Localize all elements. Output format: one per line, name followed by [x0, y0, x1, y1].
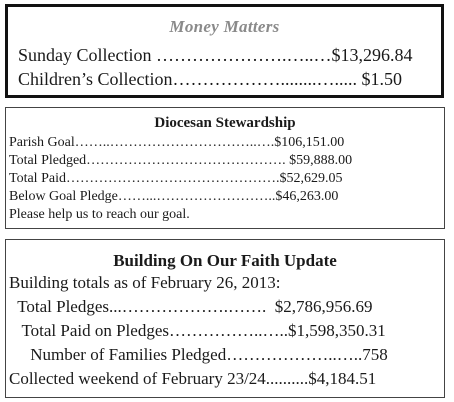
- stewardship-title: Diocesan Stewardship: [154, 115, 296, 131]
- total-paid-on-pledges-row: Total Paid on Pledges……………..…..$1,598,350.31: [9, 321, 386, 340]
- childrens-collection-row: Children’s Collection………………........…..... $1.50: [18, 69, 402, 89]
- reach-goal-note: Please help us to reach our goal.: [9, 207, 190, 222]
- money-matters-title: Money Matters: [169, 17, 280, 36]
- below-goal-row: Below Goal Pledge……...……………………..$46,263.00: [9, 189, 339, 204]
- diocesan-stewardship-box: [5, 107, 445, 229]
- total-pledges-row: Total Pledges...……………….……. $2,786,956.69: [9, 297, 373, 316]
- collected-weekend-row: Collected weekend of February 23/24..........$4,184.51: [9, 369, 377, 388]
- total-paid-row: Total Paid……………………………………….$52,629.05: [9, 171, 343, 186]
- families-pledged-row: Number of Families Pledged………………..…..758: [9, 345, 388, 364]
- building-totals-heading: Building totals as of February 26, 2013:: [9, 273, 281, 292]
- money-matters-box: [5, 4, 444, 98]
- building-update-box: [5, 239, 445, 398]
- building-title: Building On Our Faith Update: [113, 251, 337, 270]
- sunday-collection-row: Sunday Collection ………………….…..…$13,296.84: [18, 45, 413, 65]
- total-pledged-row: Total Pledged……………………………………. $59,888.00: [9, 153, 353, 168]
- parish-goal-row: Parish Goal……..…………………………..….$106,151.00: [9, 135, 345, 150]
